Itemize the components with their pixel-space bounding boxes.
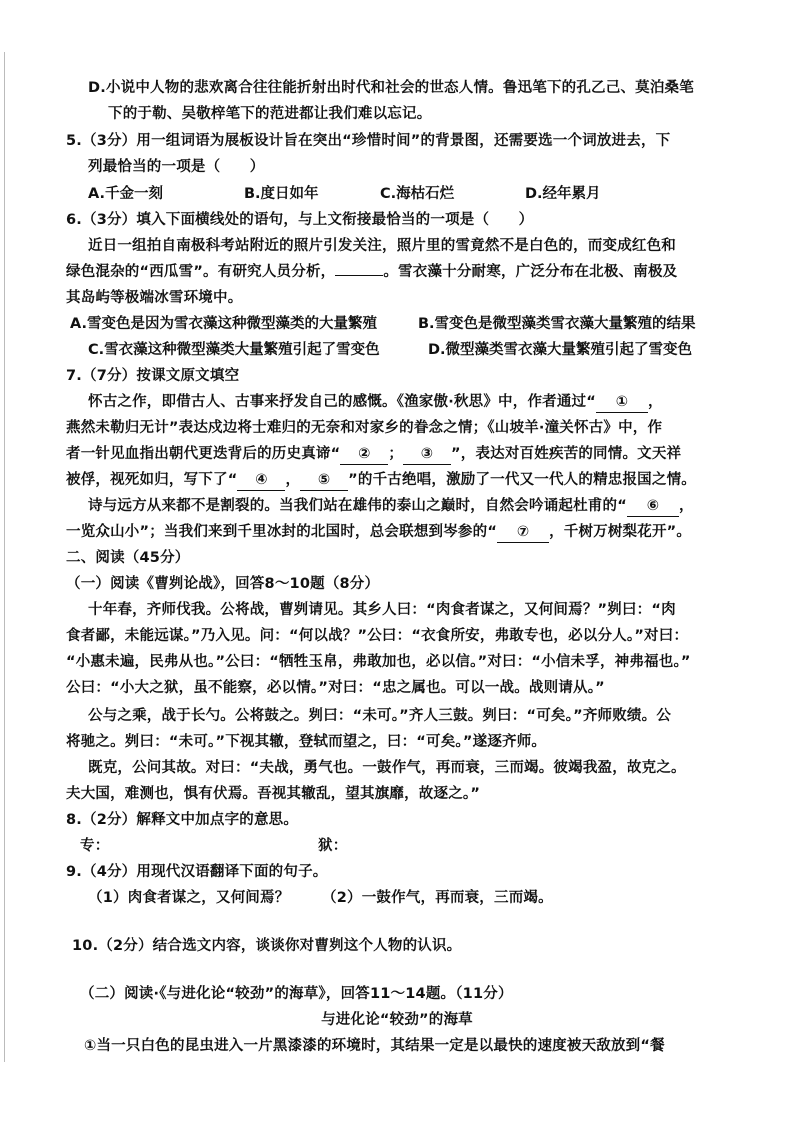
- reading-1-heading: （一）阅读《曹刿论战》，回答8～10题（8分）: [66, 576, 380, 592]
- option-d-line1: D.小说中人物的悲欢离合往往能折射出时代和社会的世态人情。鲁迅笔下的孔乙己、莫泊桑笔: [88, 80, 694, 96]
- q6-passage-line3: 其岛屿等极端冰雪环境中。: [66, 290, 243, 306]
- q7-line5: 诗与远方从来都不是割裂的。当我们站在雄伟的泰山之巅时，自然会吟诵起杜甫的“ ⑥ ，: [88, 496, 694, 517]
- q5-option-d: D.经年累月: [525, 186, 601, 202]
- q9-sentence-1: （1）肉食者谋之，又何间焉？: [88, 890, 290, 906]
- classical-text-line1: 十年春，齐师伐我。公将战，曹刿请见。其乡人曰：“肉食者谋之，又何间焉？”刿曰：“肉: [88, 602, 676, 618]
- q7-line3: 者一针见血指出朝代更迭背后的历史真谛“ ② ； ③ ”，表达对百姓疾苦的同情。文天祥: [66, 444, 681, 465]
- q7-blank-3[interactable]: ③: [403, 444, 451, 465]
- reading-2-heading: （二）阅读·《与进化论“较劲”的海草》，回答11～14题。（11分）: [80, 986, 513, 1002]
- q7-blank-4[interactable]: ④: [237, 470, 285, 491]
- classical-text-line4: 公曰：“小大之狱，虽不能察，必以情。”对曰：“忠之属也。可以一战。战则请从。”: [66, 680, 605, 696]
- q8-label-zhuan: 专：: [80, 838, 110, 854]
- q7-line4: 被俘，视死如归，写下了“ ④ ， ⑤ ”的千古绝唱，激励了一代又一代人的精忠报国之情。: [66, 470, 696, 491]
- article-paragraph-1: ①当一只白色的昆虫进入一片黑漆漆的环境时，其结果一定是以最快的速度被天敌放到“餐: [84, 1038, 665, 1054]
- q9-sentence-2: （2）一鼓作气，再而衰，三而竭。: [322, 890, 553, 906]
- q7-blank-6[interactable]: ⑥: [627, 496, 679, 517]
- q5-option-a: A.千金一刻: [88, 186, 163, 202]
- q7-blank-5[interactable]: ⑤: [300, 470, 348, 491]
- option-d-line2: 下的于勒、吴敬梓笔下的范进都让我们难以忘记。: [108, 106, 432, 122]
- q6-option-b: B.雪变色是微型藻类雪衣藻大量繁殖的结果: [418, 316, 696, 332]
- question-7-stem: 7.（7分）按课文原文填空: [66, 368, 240, 384]
- classical-text-line8: 夫大国，难测也，惧有伏焉。吾视其辙乱，望其旗靡，故逐之。”: [66, 786, 481, 802]
- q6-passage-line1: 近日一组拍自南极科考站附近的照片引发关注，照片里的雪竟然不是白色的，而变成红色和: [88, 238, 676, 254]
- question-6-stem: 6.（3分）填入下面横线处的语句，与上文衔接最恰当的一项是（ ）: [66, 212, 534, 228]
- classical-text-line7: 既克，公问其故。对曰：“夫战，勇气也。一鼓作气，再而衰，三而竭。彼竭我盈，故克之。: [88, 760, 686, 776]
- q5-option-b: B.度日如年: [244, 186, 319, 202]
- classical-text-line3: “小惠未遍，民弗从也。”公曰：“牺牲玉帛，弗敢加也，必以信。”对曰：“小信未孚，神弗福也。”: [66, 654, 691, 670]
- question-5-stem: 5.（3分）用一组词语为展板设计旨在突出“珍惜时间”的背景图，还需要选一个词放进去，下: [66, 133, 671, 149]
- question-9-stem: 9.（4分）用现代汉语翻译下面的句子。: [66, 864, 328, 880]
- q6-passage-line2: 绿色混杂的“西瓜雪”。有研究人员分析， 。雪衣藻十分耐寒，广泛分布在北极、南极及: [66, 264, 678, 280]
- question-10-stem: 10.（2分）结合选文内容，谈谈你对曹刿这个人物的认识。: [72, 938, 462, 954]
- classical-text-line5: 公与之乘，战于长勺。公将鼓之。刿曰：“未可。”齐人三鼓。刿曰：“可矣。”齐师败绩。公: [88, 708, 672, 724]
- q6-option-c: C.雪衣藻这种微型藻类大量繁殖引起了雪变色: [88, 342, 380, 358]
- q7-line2: 燕然未勒归无计”表达戍边将士难归的无奈和对家乡的眷念之情；《山坡羊·潼关怀古》中，作: [66, 420, 663, 436]
- q8-label-yu: 狱：: [318, 838, 348, 854]
- q7-line6: 一览众山小”；当我们来到千里冰封的北国时，总会联想到岑参的“ ⑦ ，千树万树梨花开”。: [66, 522, 691, 543]
- classical-text-line2: 食者鄙，未能远谋。”乃入见。问：“何以战？”公曰：“衣食所安，弗敢专也，必以分人。”对曰：: [66, 628, 689, 644]
- q7-line1: 怀古之作，即借古人、古事来抒发自己的感慨。《渔家傲·秋思》中，作者通过“ ① ，: [88, 392, 663, 413]
- q7-blank-7[interactable]: ⑦: [497, 522, 549, 543]
- q5-option-c: C.海枯石烂: [380, 186, 455, 202]
- q6-blank[interactable]: [335, 275, 383, 276]
- classical-text-line6: 将驰之。刿曰：“未可。”下视其辙，登轼而望之，曰：“可矣。”遂逐齐师。: [66, 734, 547, 750]
- section-2-heading: 二、阅读（45分）: [66, 550, 190, 566]
- article-title: 与进化论“较劲”的海草: [321, 1012, 473, 1028]
- question-5-stem-cont: 列最恰当的一项是（ ）: [88, 159, 265, 175]
- q7-blank-1[interactable]: ①: [596, 392, 648, 413]
- question-8-stem: 8.（2分）解释文中加点字的意思。: [66, 812, 299, 828]
- q7-blank-2[interactable]: ②: [340, 444, 388, 465]
- q6-option-a: A.雪变色是因为雪衣藻这种微型藻类的大量繁殖: [70, 316, 377, 332]
- q6-option-d: D.微型藻类雪衣藻大量繁殖引起了雪变色: [428, 342, 693, 358]
